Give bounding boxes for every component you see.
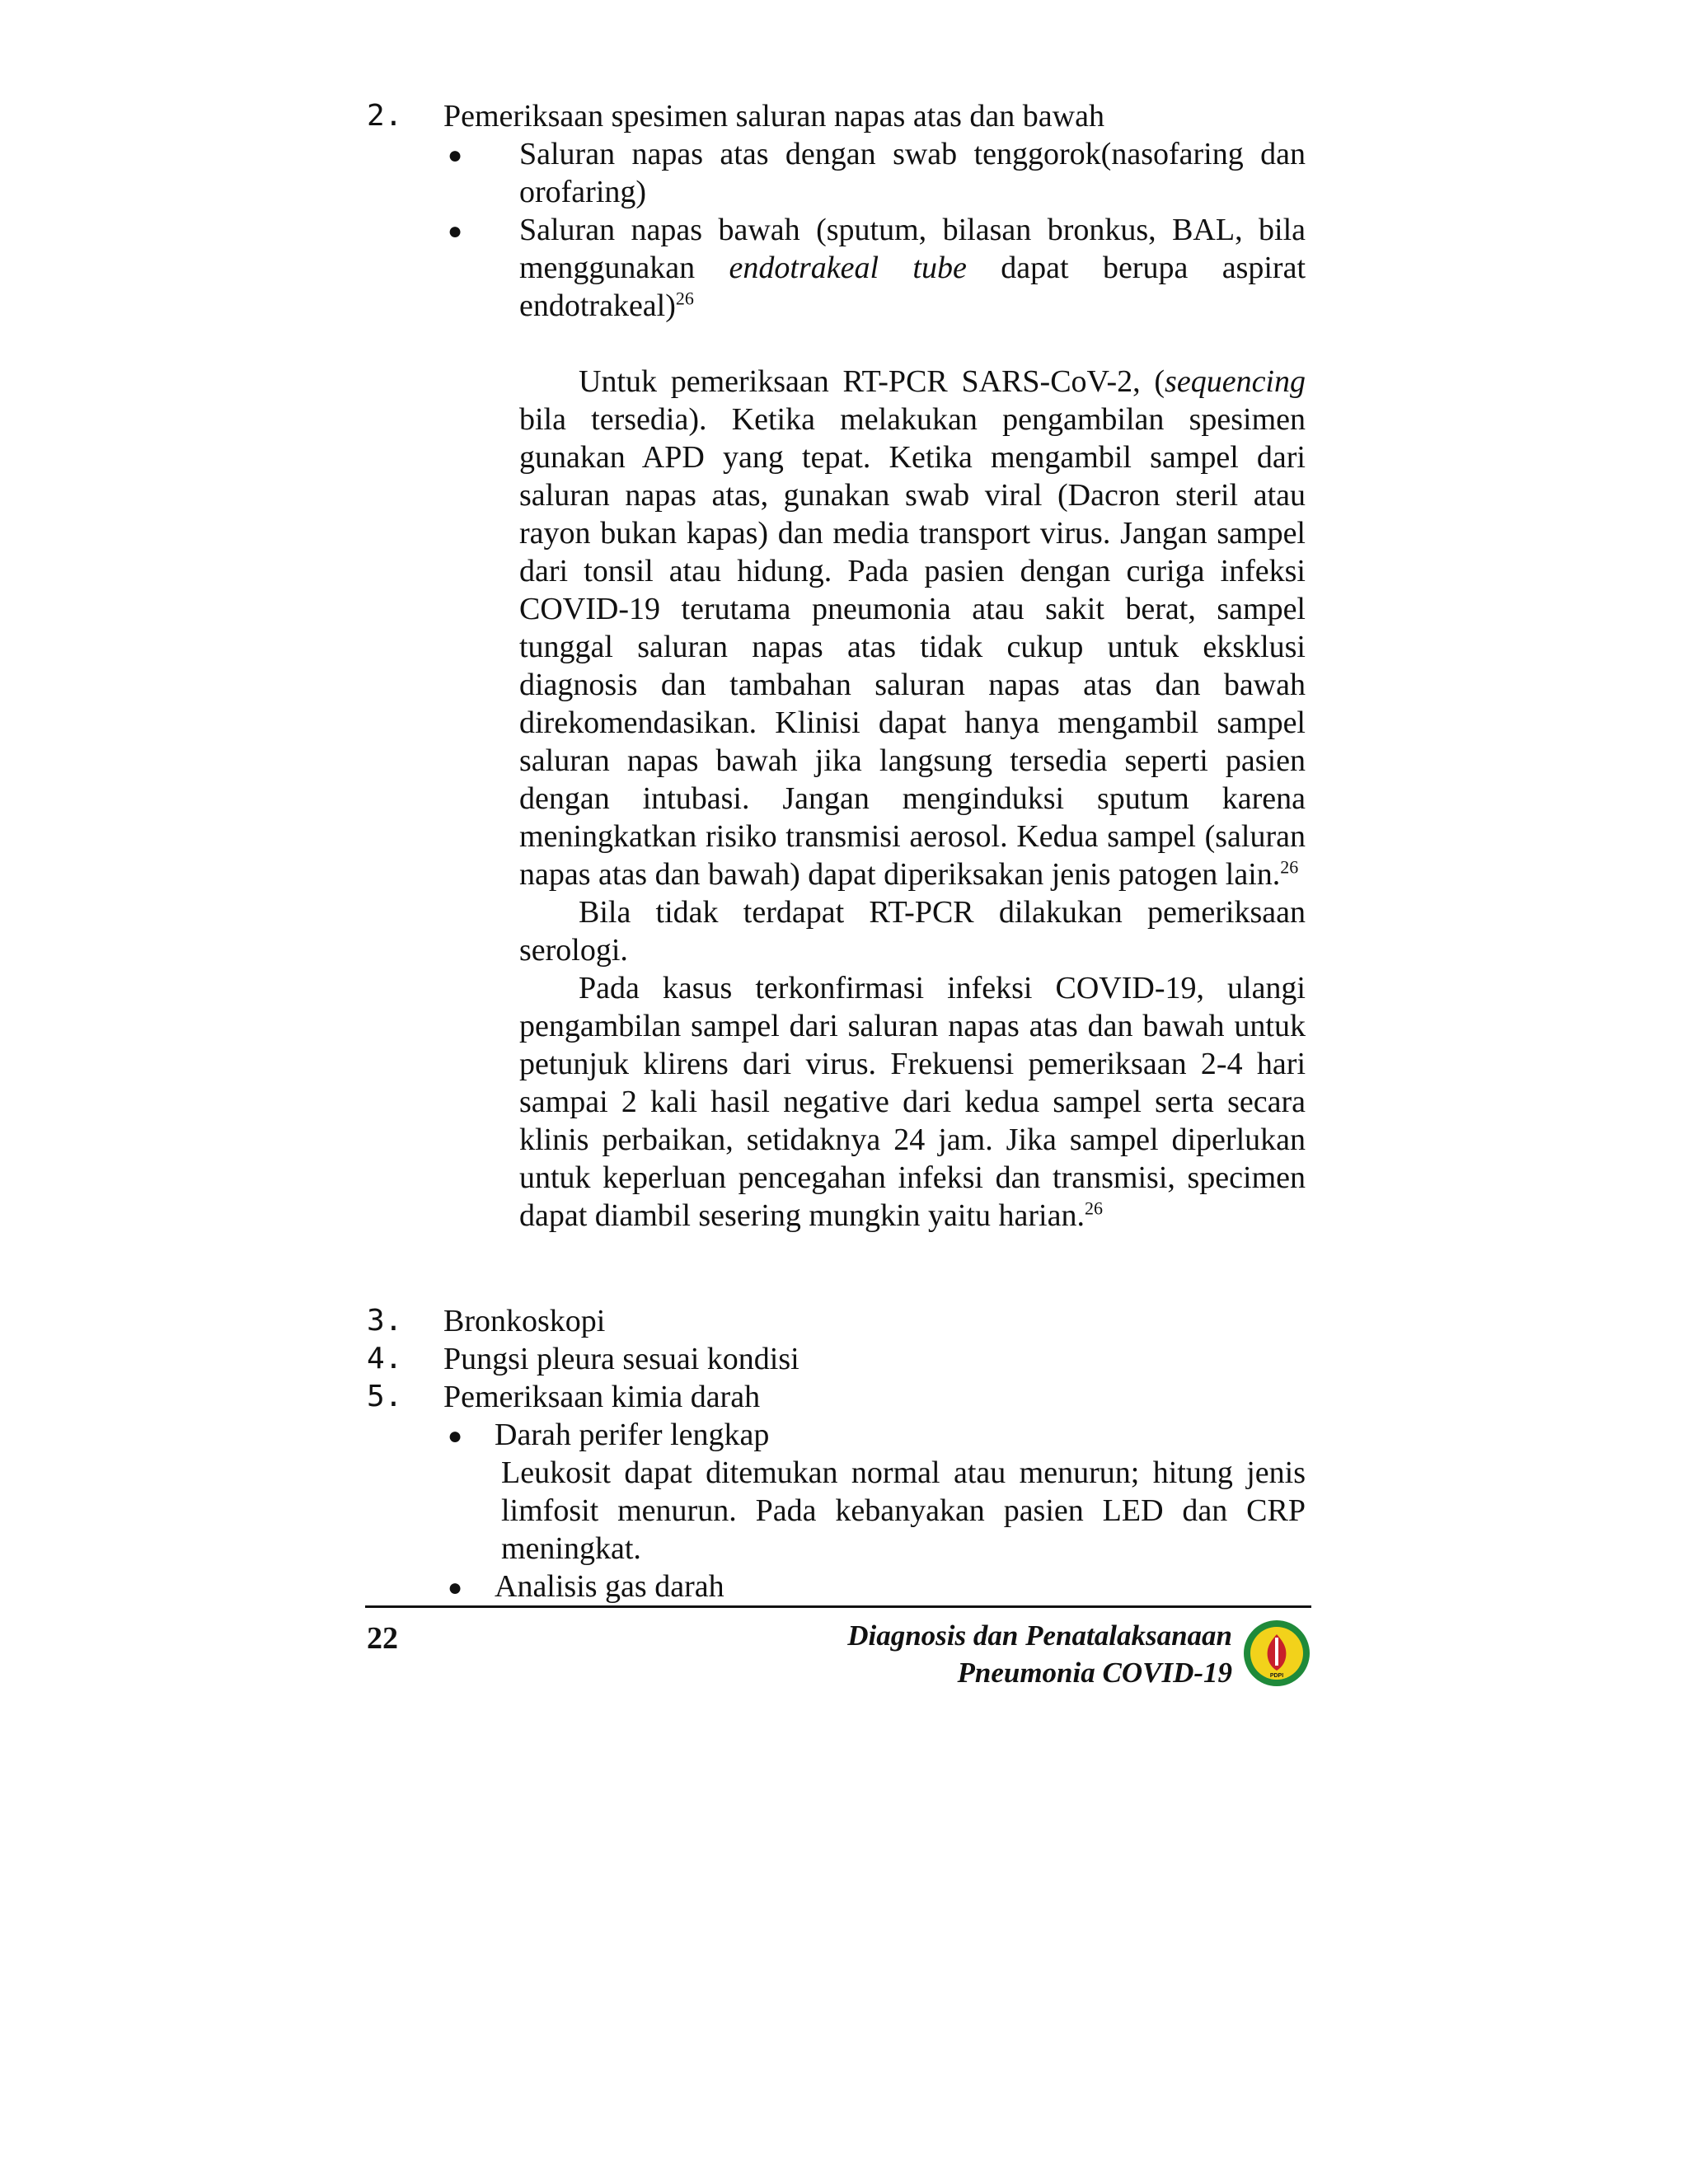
bullet-icon: ● xyxy=(448,142,463,169)
bullet-text xyxy=(519,211,1306,325)
text-run: Untuk pemeriksaan RT-PCR SARS-CoV-2, ( xyxy=(579,364,1165,399)
body-paragraphs xyxy=(519,363,1306,1235)
footer-title xyxy=(847,1617,1232,1691)
bullet-icon: ● xyxy=(448,218,463,245)
list-item-title: Pemeriksaan spesimen saluran napas atas dan bawah xyxy=(443,99,1104,134)
bullet-icon: ● xyxy=(448,1422,463,1450)
paragraph xyxy=(519,363,1306,893)
bullet-description: Leukosit dapat ditemukan normal atau menurun; hitung jenis limfosit menurun. Pada kebanyakan pasien LED dan CRP meningkat. xyxy=(501,1455,1306,1566)
paragraph xyxy=(519,893,1306,969)
text-run: Saluran napas bawah (sputum, bilasan bronkus, BAL, bila menggunakan xyxy=(519,213,1306,285)
italic-term: endotrakeal tube xyxy=(729,251,967,285)
list-number: 2. xyxy=(367,99,403,133)
page-number: 22 xyxy=(367,1621,398,1656)
text-run: bila tersedia). Ketika melakukan pengambilan spesimen gunakan APD yang tepat. Ketika mengambil sampel dari saluran napas atas, gunakan swab viral (Dacron steril atau rayon bukan kapas) dan media transport virus. Jangan sampel dari tonsil atau hidung. Pada pasien dengan curiga infeksi COVID-19 terutama pneumonia atau sakit berat, sampel tunggal saluran napas atas tidak cukup untuk eksklusi diagnosis dan tambahan saluran napas atas dan bawah direkomendasikan. Klinisi dapat hanya mengambil sampel saluran napas bawah jika langsung tersedia seperti pasien dengan intubasi. Jangan menginduksi sputum karena meningkatkan risiko transmisi aerosol. Kedua sampel (saluran napas atas dan bawah) dapat diperiksakan jenis patogen lain. xyxy=(519,402,1306,892)
text-run: Pada kasus terkonfirmasi infeksi COVID-19, ulangi pengambilan sampel dari saluran napas atas dan bawah untuk petunjuk klirens dari virus. Frekuensi pemeriksaan 2-4 hari sampai 2 kali hasil negative dari kedua sampel serta secara klinis perbaikan, setidaknya 24 jam. Jika sampel diperlukan untuk keperluan pencegahan infeksi dan transmisi, specimen dapat diambil sesering mungkin yaitu harian. xyxy=(519,971,1306,1233)
list-number: 3. xyxy=(367,1304,403,1338)
footer-title-line: Diagnosis dan Penatalaksanaan xyxy=(847,1619,1232,1652)
text-run: Bila tidak terdapat RT-PCR dilakukan pemeriksaan serologi. xyxy=(519,895,1306,968)
paragraph xyxy=(519,969,1306,1235)
logo-label: PDPI xyxy=(1269,1673,1284,1679)
reference-superscript: 26 xyxy=(1084,1197,1103,1219)
list-number: 5. xyxy=(367,1380,403,1413)
footer-rule xyxy=(365,1605,1311,1608)
list-item-title: Pemeriksaan kimia darah xyxy=(443,1380,761,1414)
bullet-text: Saluran napas atas dengan swab tenggorok(nasofaring dan orofaring) xyxy=(519,137,1306,209)
list-item-title: Pungsi pleura sesuai kondisi xyxy=(443,1342,799,1376)
bullet-text: Darah perifer lengkap xyxy=(495,1418,770,1452)
reference-superscript: 26 xyxy=(1280,856,1299,878)
italic-term: sequencing xyxy=(1165,364,1306,399)
list-item-title: Bronkoskopi xyxy=(443,1304,606,1338)
logo-emblem-stroke xyxy=(1275,1638,1278,1666)
pdpi-logo-icon xyxy=(1243,1619,1311,1687)
reference-superscript: 26 xyxy=(675,288,694,309)
list-number: 4. xyxy=(367,1342,403,1376)
footer-title-line: Pneumonia COVID-19 xyxy=(957,1657,1232,1689)
bullet-text: Analisis gas darah xyxy=(495,1569,724,1604)
text-run: dapat berupa aspirat endotrakeal) xyxy=(519,251,1306,323)
bullet-icon: ● xyxy=(448,1574,463,1601)
